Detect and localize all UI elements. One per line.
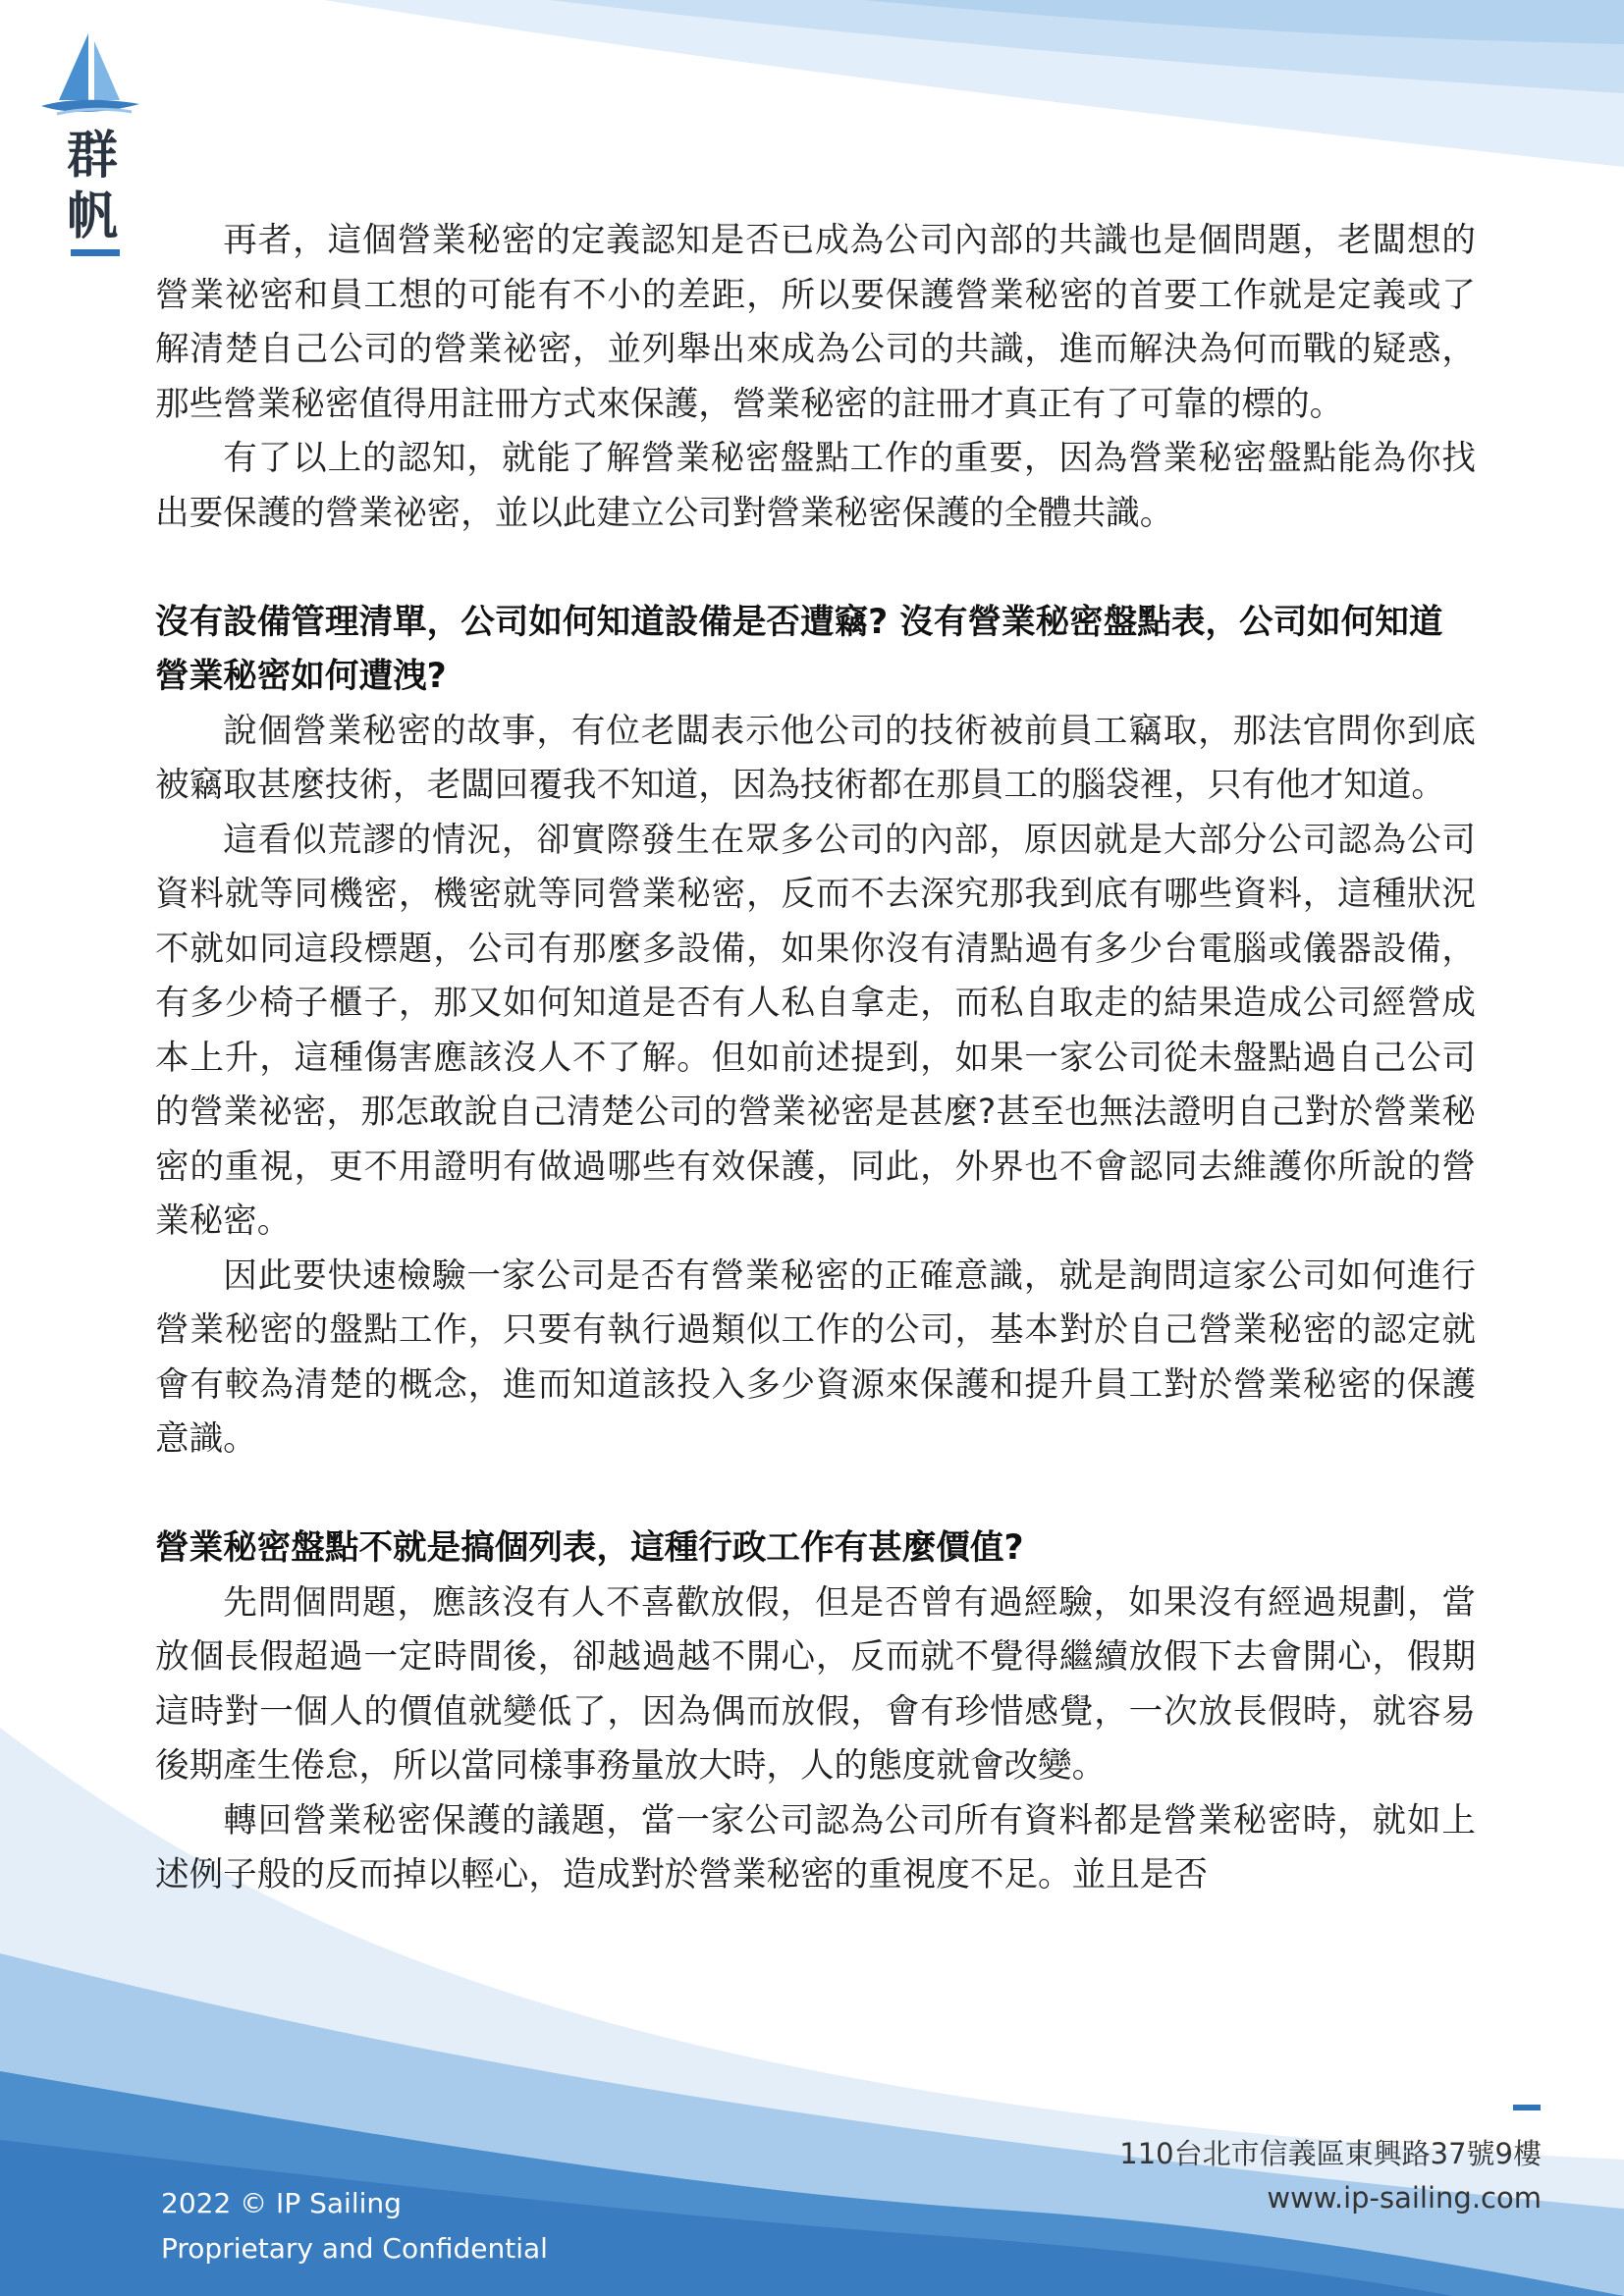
brand-name: 群帆 (66, 127, 118, 246)
article-body (155, 214, 1476, 1903)
paragraph: 這看似荒謬的情況，卻實際發生在眾多公司的內部，原因就是大部分公司認為公司資料就等同機密，機密就等同營業秘密，反而不去深究那我到底有哪些資料，這種狀況不就如同這段標題，公司有那麼多設備，如果你沒有清點過有多少台電腦或儀器設備，有多少椅子櫃子，那又如何知道是否有人私自拿走，而私自取走的結果造成公司經營成本上升，這種傷害應該沒人不了解。但如前述提到，如果一家公司從未盤點過自己公司的營業祕密，那怎敢說自己清楚公司的營業祕密是甚麼?甚至也無法證明自己對於營業秘密的重視，更不用證明有做過哪些有效保護，同此，外界也不會認同去維護你所說的營業秘密。 (155, 820, 1476, 1241)
paragraph: 先問個問題，應該沒有人不喜歡放假，但是否曾有過經驗，如果沒有經過規劃，當放個長假超過一定時間後，卻越過越不開心，反而就不覺得繼續放假下去會開心，假期這時對一個人的價值就變低了，因為偶而放假，會有珍惜感覺，一次放長假時，就容易後期產生倦怠，所以當同樣事務量放大時，人的態度就會改變。 (155, 1582, 1476, 1786)
section-heading: 營業秘密盤點不就是搞個列表，這種行政工作有甚麼價值? (155, 1528, 1024, 1568)
section-heading: 沒有設備管理清單，公司如何知道設備是否遭竊? 沒有營業秘密盤點表，公司如何知道營業秘密如何遭洩? (155, 602, 1443, 696)
paragraph: 說個營業秘密的故事，有位老闆表示他公司的技術被前員工竊取，那法官問你到底被竊取甚麼技術，老闆回覆我不知道，因為技術都在那員工的腦袋裡，只有他才知道。 (155, 711, 1476, 805)
brand-accent-bar (71, 249, 120, 256)
footer-contact (1119, 2132, 1542, 2220)
footer-accent-bar (1513, 2105, 1541, 2110)
logo (37, 29, 145, 118)
footer-confidential: Proprietary and Confidential (161, 2232, 548, 2265)
footer-address: 110台北市信義區東興路37號9樓 (1119, 2137, 1542, 2170)
paragraph: 轉回營業秘密保護的議題，當一家公司認為公司所有資料都是營業秘密時，就如上述例子般的反而掉以輕心，造成對於營業秘密的重視度不足。並且是否 (155, 1800, 1476, 1895)
footer-legal (161, 2181, 548, 2271)
footer-copyright: 2022 © IP Sailing (161, 2187, 402, 2219)
sailboat-icon (37, 29, 145, 118)
paragraph: 因此要快速檢驗一家公司是否有營業秘密的正確意識，就是詢問這家公司如何進行營業秘密的盤點工作，只要有執行過類似工作的公司，基本對於自己營業秘密的認定就會有較為清楚的概念，進而知道該投入多少資源來保護和提升員工對於營業秘密的保護意識。 (155, 1255, 1476, 1459)
paragraph: 再者，這個營業秘密的定義認知是否已成為公司內部的共識也是個問題，老闆想的營業祕密和員工想的可能有不小的差距，所以要保護營業秘密的首要工作就是定義或了解清楚自己公司的營業祕密，並列舉出來成為公司的共識，進而解決為何而戰的疑惑，那些營業秘密值得用註冊方式來保護，營業秘密的註冊才真正有了可靠的標的。 (155, 221, 1476, 424)
paragraph: 有了以上的認知，就能了解營業秘密盤點工作的重要，因為營業秘密盤點能為你找出要保護的營業祕密，並以此建立公司對營業秘密保護的全體共識。 (155, 439, 1476, 533)
footer-website[interactable]: www.ip-sailing.com (1267, 2181, 1542, 2215)
